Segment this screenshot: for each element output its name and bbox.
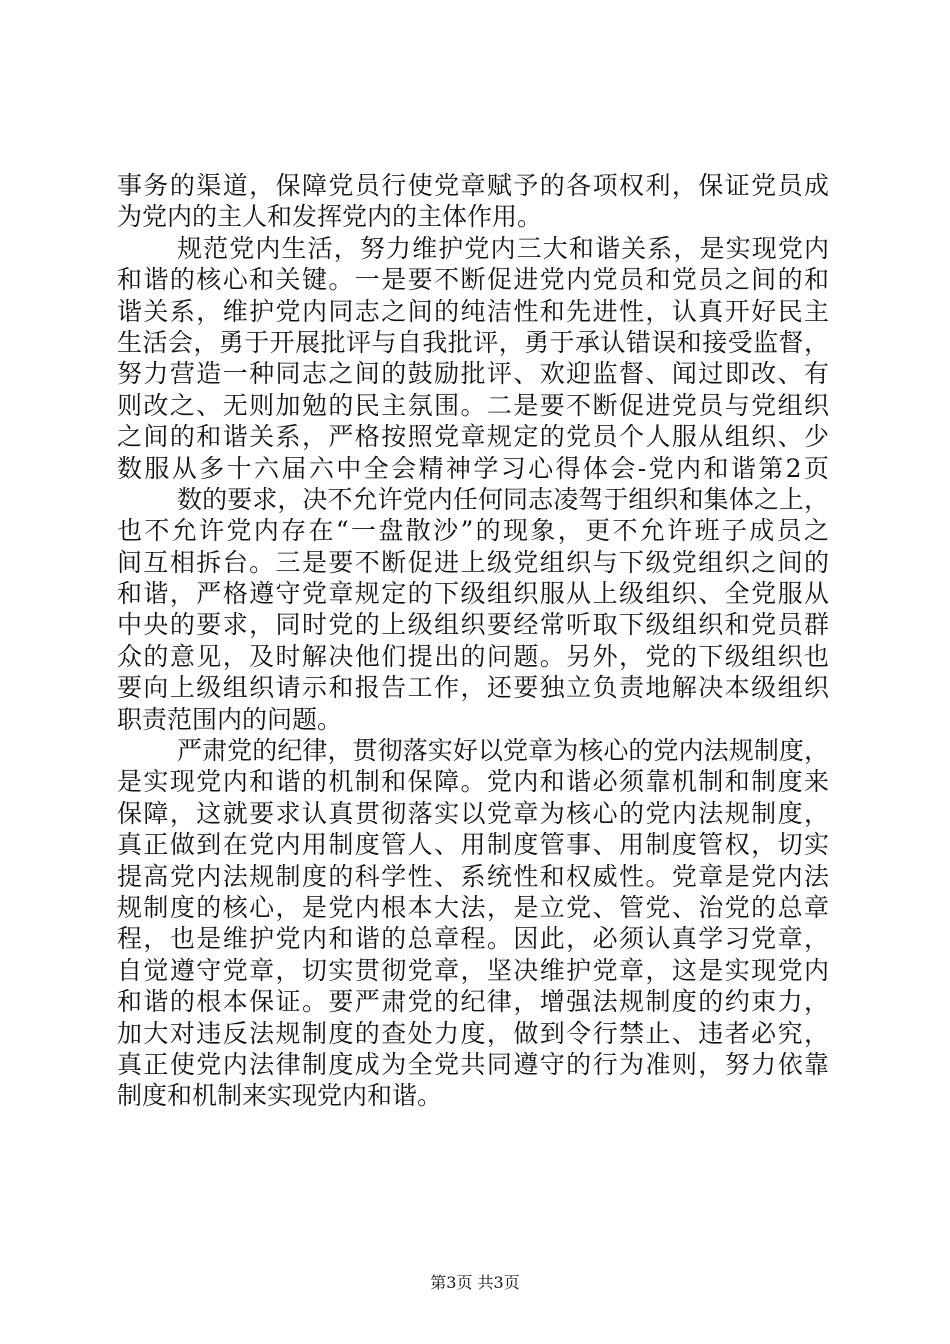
text-line: 也不允许党内存在“一盘散沙”的现象，更不允许班子成员之 (117, 516, 829, 546)
text-line: 是实现党内和谐的机制和保障。党内和谐必须靠机制和制度来 (117, 767, 829, 797)
text-line: 中央的要求，同时党的上级组织要经常听取下级组织和党员群 (117, 610, 829, 640)
text-line: 数服从多十六届六中全会精神学习心得体会-党内和谐第2页 (117, 453, 829, 483)
paragraph-start-line: 规范党内生活，努力维护党内三大和谐关系，是实现党内 (177, 233, 829, 263)
text-line: 谐关系，维护党内同志之间的纯洁性和先进性，认真开好民主 (117, 296, 829, 326)
text-line: 自觉遵守党章，切实贯彻党章，坚决维护党章，这是实现党内 (117, 955, 829, 985)
text-line: 和谐，严格遵守党章规定的下级组织服从上级组织、全党服从 (117, 579, 829, 609)
text-line: 和谐的核心和关键。一是要不断促进党内党员和党员之间的和 (117, 265, 829, 295)
text-line: 加大对违反法规制度的查处力度，做到令行禁止、违者必究， (117, 1018, 829, 1048)
text-line: 规制度的核心，是党内根本大法，是立党、管党、治党的总章 (117, 892, 829, 922)
text-line: 生活会，勇于开展批评与自我批评，勇于承认错误和接受监督， (117, 327, 829, 357)
text-line: 真正使党内法律制度成为全党共同遵守的行为准则，努力依靠 (117, 1049, 829, 1079)
text-line: 之间的和谐关系，严格按照党章规定的党员个人服从组织、少 (117, 422, 829, 452)
text-line: 要向上级组织请示和报告工作，还要独立负责地解决本级组织 (117, 673, 829, 703)
text-line: 事务的渠道，保障党员行使党章赋予的各项权利，保证党员成 (117, 171, 829, 200)
body-text (117, 170, 829, 1112)
text-line: 为党内的主人和发挥党内的主体作用。 (117, 202, 543, 232)
text-line: 制度和机制来实现党内和谐。 (117, 1081, 443, 1111)
text-line: 众的意见，及时解决他们提出的问题。另外，党的下级组织也 (117, 641, 829, 671)
text-line: 努力营造一种同志之间的鼓励批评、欢迎监督、闻过即改、有 (117, 359, 829, 389)
text-line: 提高党内法规制度的科学性、系统性和权威性。党章是党内法 (117, 861, 829, 891)
page-footer: 第3页 共3页 (430, 1273, 520, 1292)
text-line: 则改之、无则加勉的民主氛围。二是要不断促进党员与党组织 (117, 390, 829, 420)
text-line: 保障，这就要求认真贯彻落实以党章为核心的党内法规制度， (117, 798, 829, 828)
text-line: 真正做到在党内用制度管人、用制度管事、用制度管权，切实 (117, 830, 829, 860)
paragraph-start-line: 严肃党的纪律，贯彻落实好以党章为核心的党内法规制度， (177, 736, 829, 766)
text-line: 职责范围内的问题。 (117, 704, 343, 734)
text-line: 程，也是维护党内和谐的总章程。因此，必须认真学习党章， (117, 924, 829, 954)
text-line: 和谐的根本保证。要严肃党的纪律，增强法规制度的约束力， (117, 987, 829, 1017)
paragraph-start-line: 数的要求，决不允许党内任何同志凌驾于组织和集体之上， (177, 484, 829, 514)
text-line: 间互相拆台。三是要不断促进上级党组织与下级党组织之间的 (117, 547, 829, 577)
